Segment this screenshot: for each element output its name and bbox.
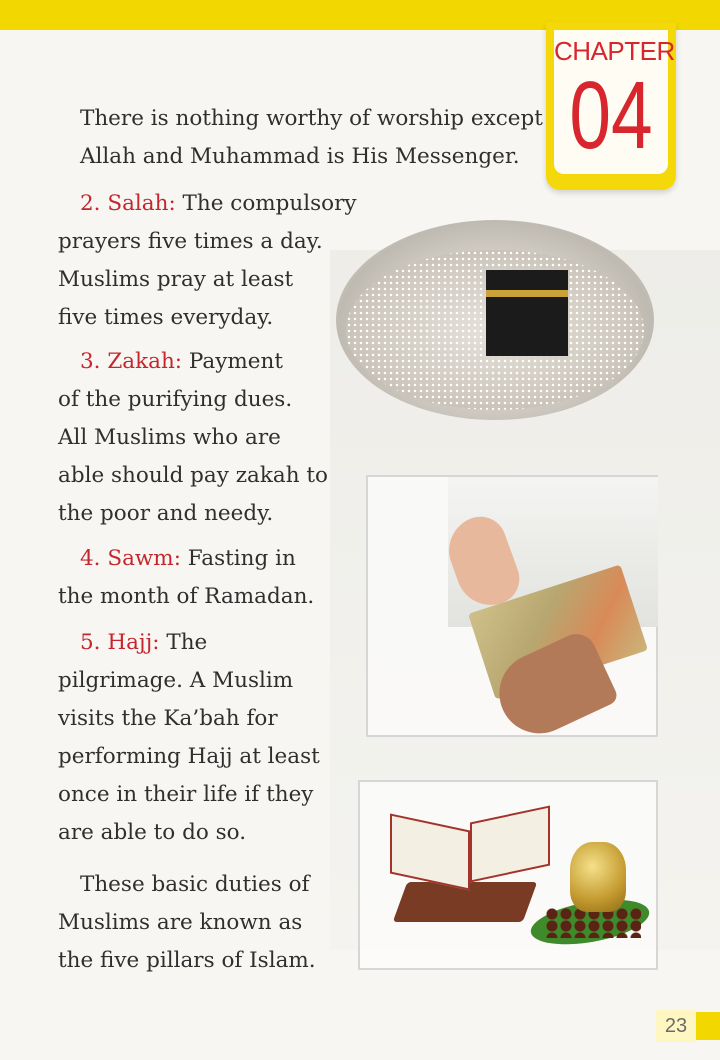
kaaba-gold-band [486,290,568,297]
pillar-heading-line [58,624,358,662]
pillar-number: 2. [80,191,101,216]
chapter-number: 04 [569,62,653,169]
text-line: five times everyday. [58,305,274,330]
dates-fruit [545,908,641,938]
text-line: once in their life if they [58,782,314,807]
pillar-number: 3. [80,349,101,374]
page-number: 23 [656,1010,696,1042]
pillar-heading-line [58,540,358,578]
quran-right-page [470,805,550,882]
pillar-item-hajj [58,624,358,852]
text-line: performing Hajj at least [58,744,320,769]
zakah-photo-frame [366,475,658,737]
pillar-desc-start: Fasting in [187,546,296,571]
chapter-tab-inner [554,30,675,174]
pillar-desc-start: Payment [188,349,283,374]
text-line: Muslims are known as [58,910,303,935]
text-line: the poor and needy. [58,501,274,526]
kaaba-photo [336,220,654,420]
pillar-term: Salah: [107,191,176,216]
shahadah-paragraph [80,100,550,176]
pillar-term: Zakah: [107,349,183,374]
pillar-desc-start: The [166,630,208,655]
quran-photo-frame [358,780,658,970]
text-line: the month of Ramadan. [58,584,315,609]
pillar-term: Sawm: [107,546,181,571]
pillar-term: Hajj: [107,630,160,655]
text-line: the five pillars of Islam. [58,948,316,973]
pillar-heading-line [58,343,348,381]
text-line: Muslims pray at least [58,267,294,292]
text-line: are able to do so. [58,820,247,845]
pillar-number: 4. [80,546,101,571]
kaaba-cube [486,270,568,356]
pillar-item-sawm [58,540,358,616]
text-line: All Muslims who are [58,425,281,450]
text-line: of the purifying dues. [58,387,293,412]
text-line: These basic duties of [80,872,310,897]
coffee-pot [570,842,626,912]
pillar-heading-line [58,185,378,223]
text-line: Allah and Muhammad is His Messenger. [80,144,520,169]
pillar-number: 5. [80,630,101,655]
chapter-label: CHAPTER [554,36,675,66]
text-line: There is nothing worthy of worship except [80,106,543,131]
chapter-tab [546,22,676,190]
pillar-item-zakah [58,343,348,533]
closing-paragraph [58,866,348,980]
text-line: prayers five times a day. [58,229,323,254]
text-line: able should pay zakah to [58,463,328,488]
quran-left-page [390,813,470,890]
text-line: pilgrimage. A Muslim [58,668,294,693]
pillar-desc-start: The compulsory [182,191,357,216]
pillar-item-salah [58,185,378,337]
text-line: visits the Ka’bah for [58,706,278,731]
